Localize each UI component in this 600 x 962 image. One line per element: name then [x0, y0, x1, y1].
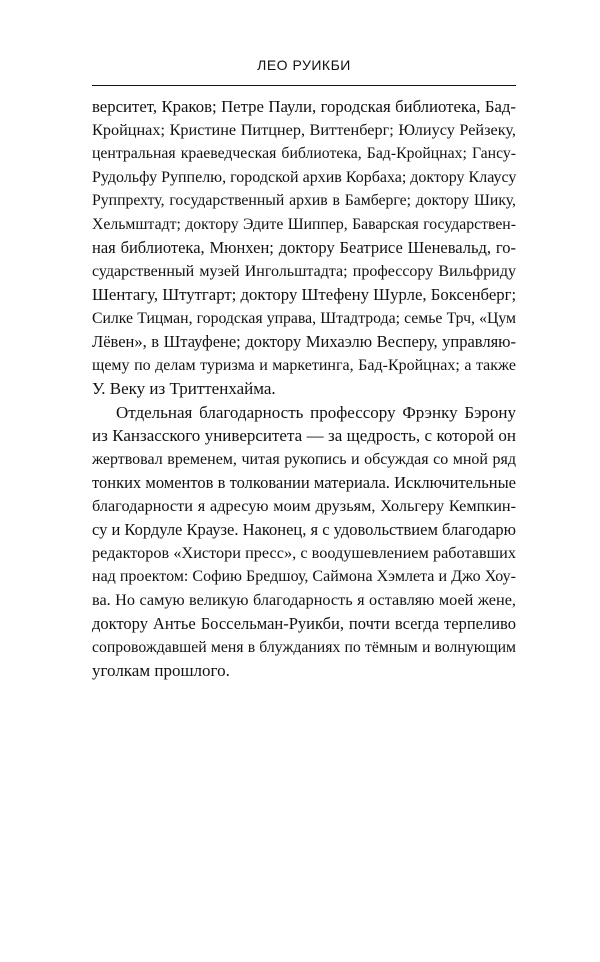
paragraph-2 — [92, 401, 516, 683]
text-line: благодарности я адресую моим друзьям, Хольгеру Кемпкин- — [92, 496, 516, 515]
text-line: ная библиотека, Мюнхен; доктору Беатрисе Шеневальд, го- — [92, 238, 516, 257]
text-line: Шентагу, Штутгарт; доктору Штефену Шурле, Боксенберг; — [92, 285, 517, 304]
body-text — [92, 95, 516, 683]
text-line: щему по делам туризма и маркетинга, Бад-Кройцнах; а также — [92, 356, 516, 374]
text-line: жертвовал временем, читая рукопись и обсуждая со мной ряд — [92, 450, 516, 468]
text-line: сударственный музей Ингольштадта; профессору Вильфриду — [92, 262, 516, 280]
text-line: доктору Антье Боссельман-Руикби, почти всегда терпеливо — [92, 614, 516, 633]
paragraph-1 — [92, 95, 516, 401]
text-line: Кройцнах; Кристине Питцнер, Виттенберг; Юлиусу Рейзеку, — [92, 120, 516, 139]
text-line: тонких моментов в толковании материала. Исключительные — [92, 473, 516, 492]
text-line: ва. Но самую великую благодарность я оставляю моей жене, — [92, 590, 516, 609]
text-line: уголкам прошлого. — [92, 661, 230, 680]
text-line: верситет, Краков; Петре Паули, городская библиотека, Бад- — [92, 97, 516, 116]
text-line: Силке Тицман, городская управа, Штадтрода; семье Трч, «Цум — [92, 309, 516, 327]
text-line: из Канзасского университета — за щедрость, с которой он — [92, 426, 516, 445]
text-line: Рудольфу Руппелю, городской архив Корбаха; доктору Клаусу — [92, 168, 517, 186]
text-line: центральная краеведческая библиотека, Бад-Кройцнах; Гансу- — [92, 145, 516, 162]
text-line: редакторов «Хистори пресс», с воодушевлением работавших — [92, 543, 516, 562]
header-rule — [92, 85, 516, 86]
text-line: Лёвен», в Штауфене; доктору Михаэлю Весперу, управляю- — [92, 332, 516, 351]
text-line: Руппрехту, государственный архив в Бамберге; доктору Шику, — [92, 192, 516, 209]
running-head: ЛЕО РУИКБИ — [257, 57, 351, 73]
text-line: У. Веку из Триттенхайма. — [92, 379, 276, 398]
text-line: сопровождавшей меня в блужданиях по тёмным и волнующим — [92, 638, 516, 656]
text-line: Хельмштадт; доктору Эдите Шиппер, Баварская государствен- — [92, 215, 516, 233]
text-line: су и Кордуле Краузе. Наконец, я с удовольствием благодарю — [92, 520, 516, 539]
text-line: над проектом: Софию Бредшоу, Саймона Хэмлета и Джо Хоу- — [92, 568, 516, 585]
text-line: Отдельная благодарность профессору Фрэнку Бэрону — [116, 402, 516, 422]
